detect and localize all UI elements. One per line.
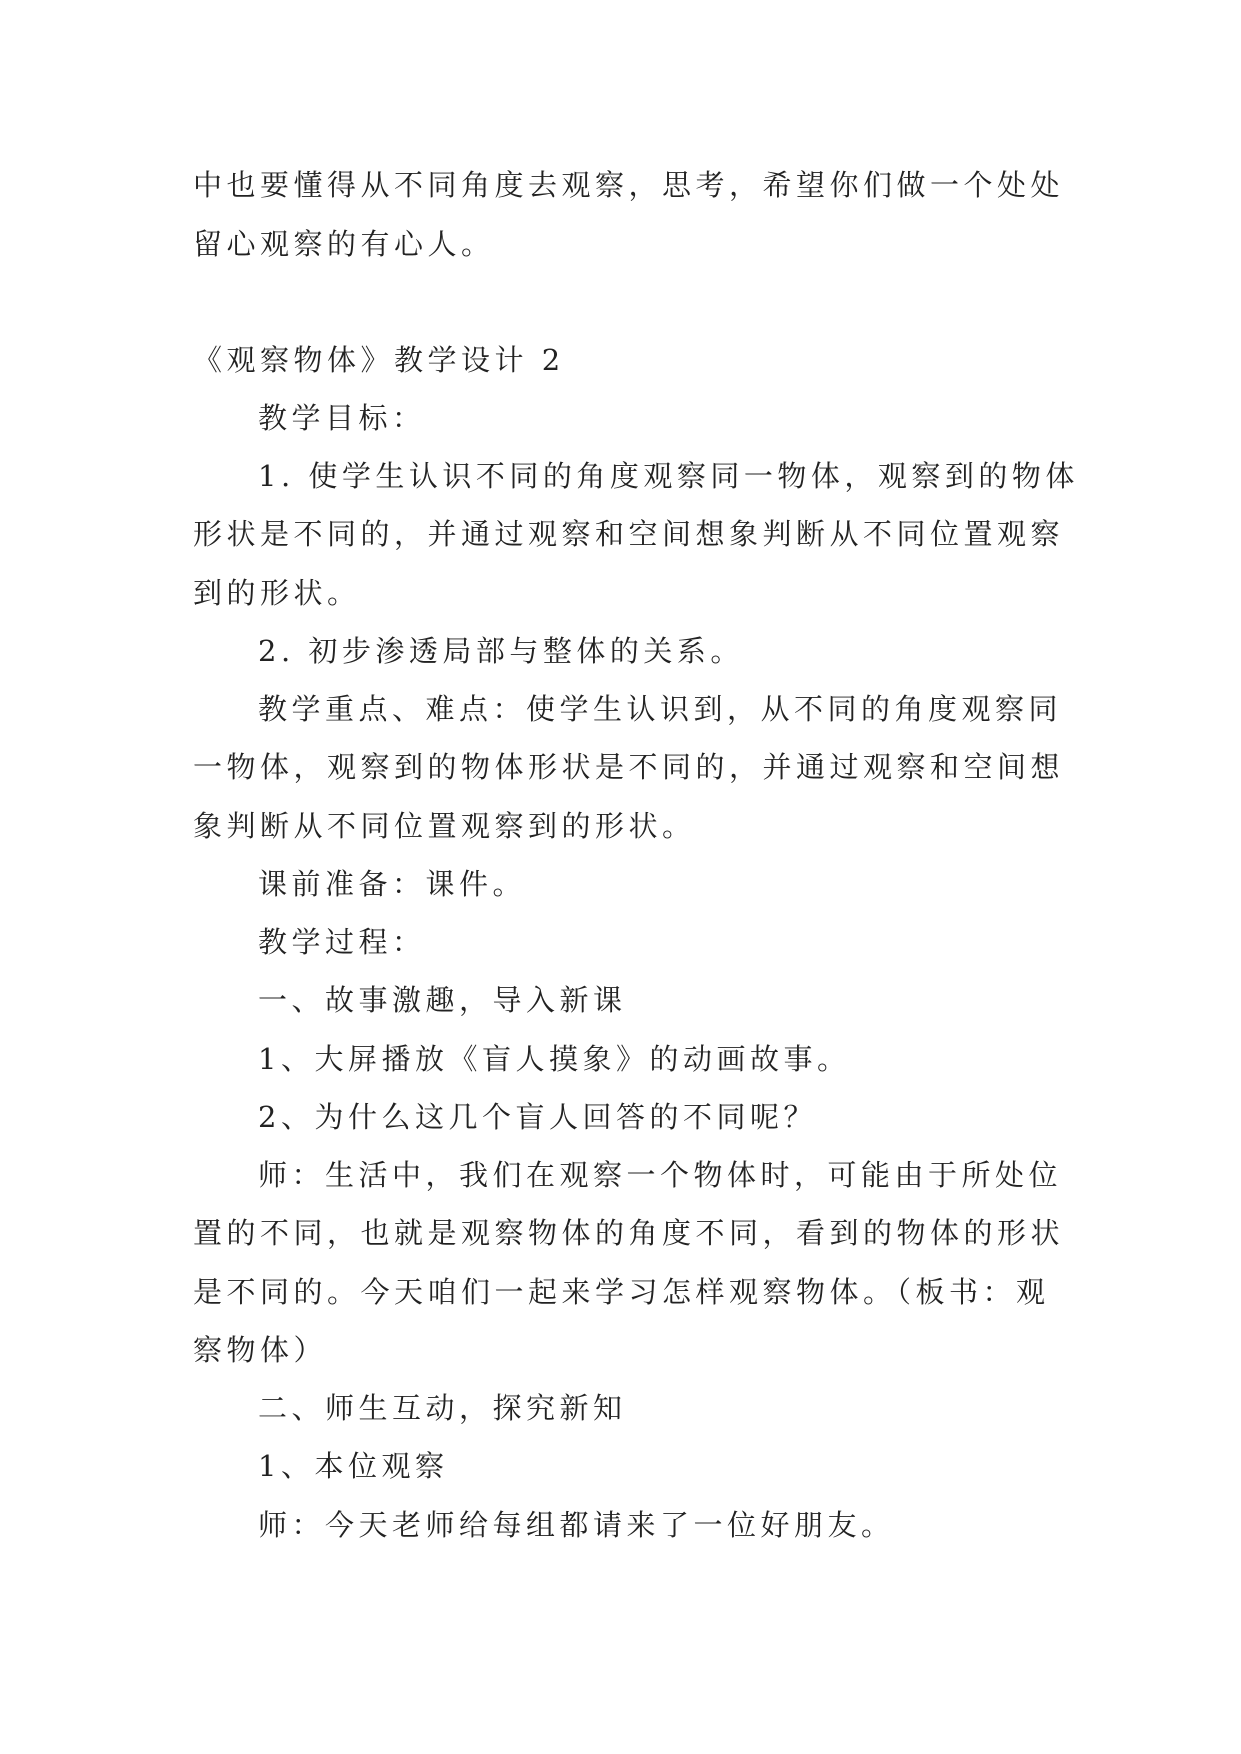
paragraph-line: 2、为什么这几个盲人回答的不同呢？ [258, 1100, 817, 1134]
section-title: 《观察物体》教学设计 2 [193, 343, 565, 377]
paragraph-line: 课前准备：课件。 [258, 867, 527, 901]
paragraph-line: 1. 使学生认识不同的角度观察同一物体，观察到的物体 [258, 459, 1079, 493]
paragraph-line: 到的形状。 [193, 576, 361, 610]
paragraph-line: 一物体，观察到的物体形状是不同的，并通过观察和空间想 [193, 750, 1065, 784]
paragraph-line: 1、本位观察 [258, 1449, 449, 1483]
heading-teaching-goals: 教学目标： [258, 401, 426, 435]
paragraph-line: 1、大屏播放《盲人摸象》的动画故事。 [258, 1042, 851, 1076]
paragraph-line: 2. 初步渗透局部与整体的关系。 [258, 634, 744, 668]
paragraph-line: 师：生活中，我们在观察一个物体时，可能由于所处位 [258, 1158, 1063, 1192]
paragraph-line: 象判断从不同位置观察到的形状。 [193, 809, 696, 843]
paragraph-line: 师：今天老师给每组都请来了一位好朋友。 [258, 1508, 895, 1542]
paragraph-line: 置的不同，也就是观察物体的角度不同，看到的物体的形状 [193, 1216, 1065, 1250]
paragraph-line: 是不同的。今天咱们一起来学习怎样观察物体。（板书：观 [193, 1275, 1050, 1309]
subheading: 一、故事激趣，导入新课 [258, 983, 627, 1017]
paragraph-line: 形状是不同的，并通过观察和空间想象判断从不同位置观察 [193, 517, 1065, 551]
paragraph-line: 察物体） [193, 1333, 328, 1367]
subheading: 二、师生互动，探究新知 [258, 1391, 627, 1425]
paragraph-line: 中也要懂得从不同角度去观察，思考，希望你们做一个处处 [193, 168, 1065, 202]
heading-teaching-process: 教学过程： [258, 925, 426, 959]
paragraph-line: 教学重点、难点：使学生认识到，从不同的角度观察同 [258, 692, 1063, 726]
paragraph-line: 留心观察的有心人。 [193, 227, 495, 261]
